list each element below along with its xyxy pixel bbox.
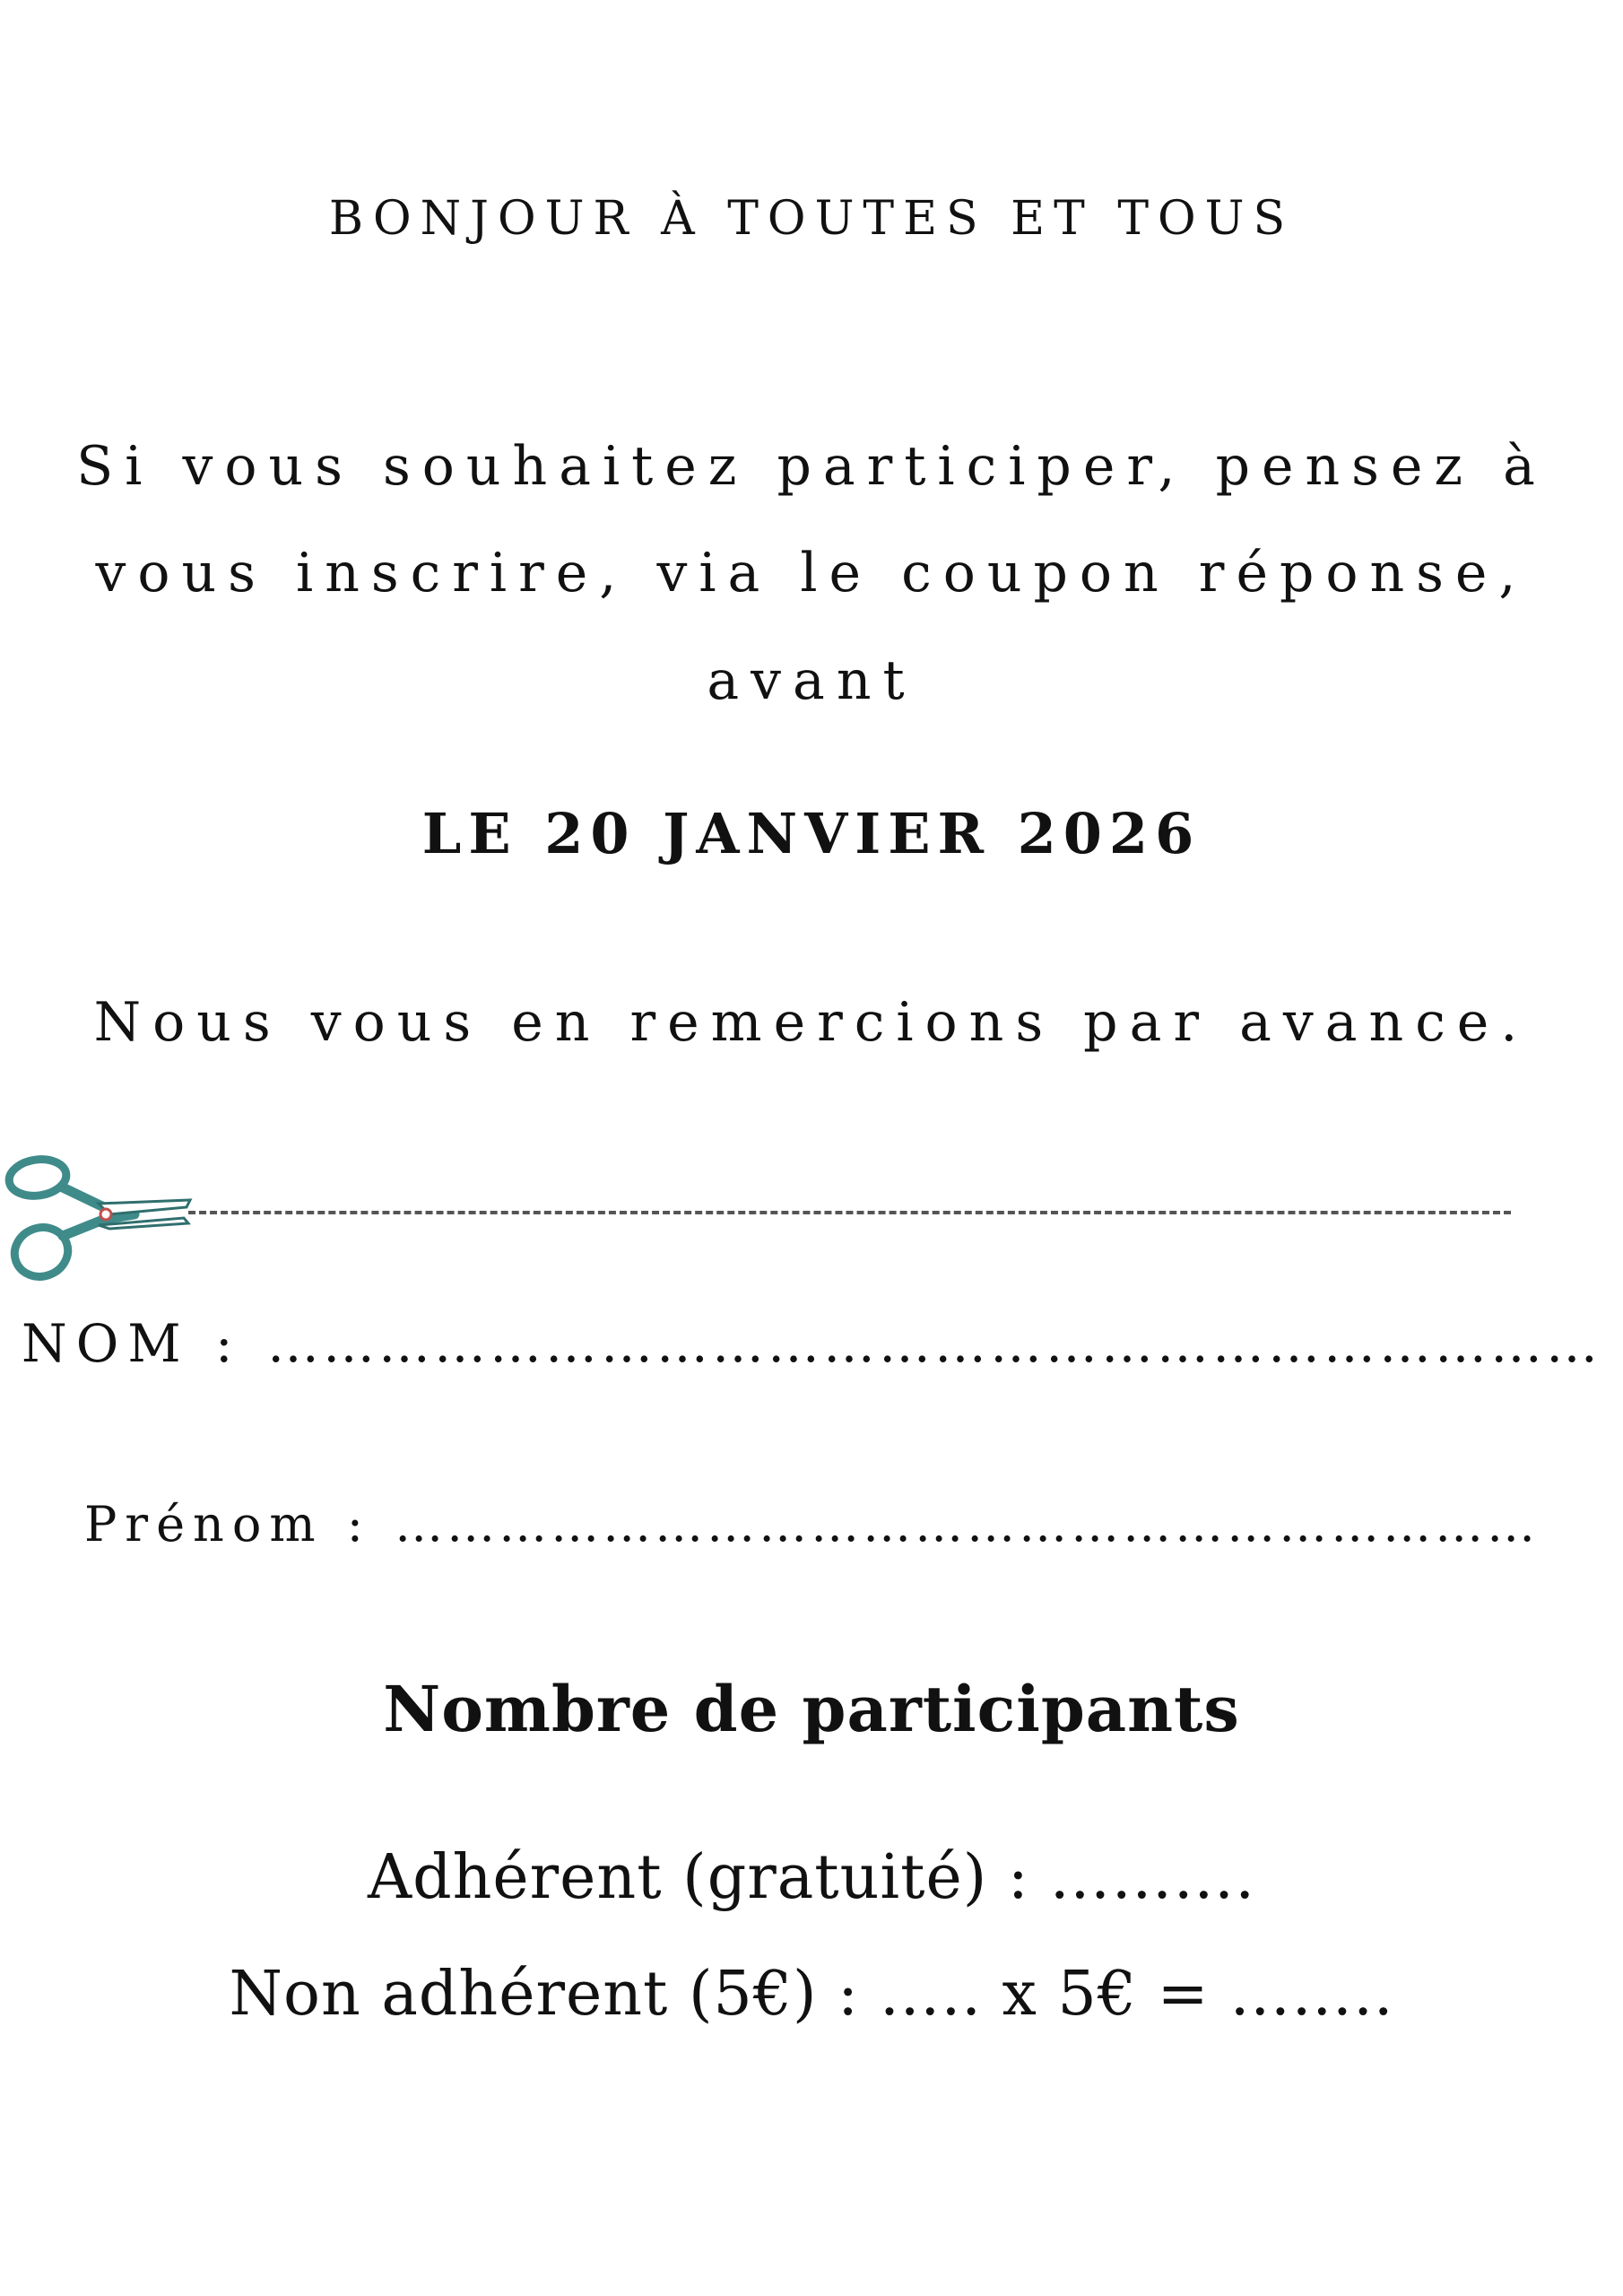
cut-line: [0, 1146, 1623, 1290]
dashed-cut-line: [188, 1211, 1511, 1214]
thanks-text: Nous vous en remercions par avance.: [93, 991, 1530, 1054]
nom-dots: ………………………………………………………………: [267, 1313, 1602, 1374]
scissors-icon: [0, 1146, 193, 1290]
nom-label: NOM :: [21, 1313, 268, 1374]
message-line-3: avant: [707, 649, 916, 712]
nom-field[interactable]: [0, 1308, 1623, 1379]
prenom-dots: …………………………………………………………: [395, 1496, 1540, 1552]
greeting-heading: BONJOUR À TOUTES ET TOUS: [328, 192, 1295, 246]
message-line-2: vous inscrire, via le coupon réponse,: [95, 542, 1528, 604]
deadline-date: LE 20 JANVIER 2026: [421, 801, 1202, 866]
prenom-label: Prénom :: [83, 1496, 395, 1552]
adherent-line[interactable]: Adhérent (gratuité) : ……….: [368, 1842, 1255, 1913]
non-adherent-line[interactable]: Non adhérent (5€) : ….. x 5€ = ……..: [229, 1959, 1394, 2030]
prenom-field[interactable]: [0, 1489, 1623, 1561]
participants-title: Nombre de participants: [383, 1672, 1240, 1746]
message-line-1: Si vous souhaitez participer, pensez à: [76, 435, 1547, 498]
